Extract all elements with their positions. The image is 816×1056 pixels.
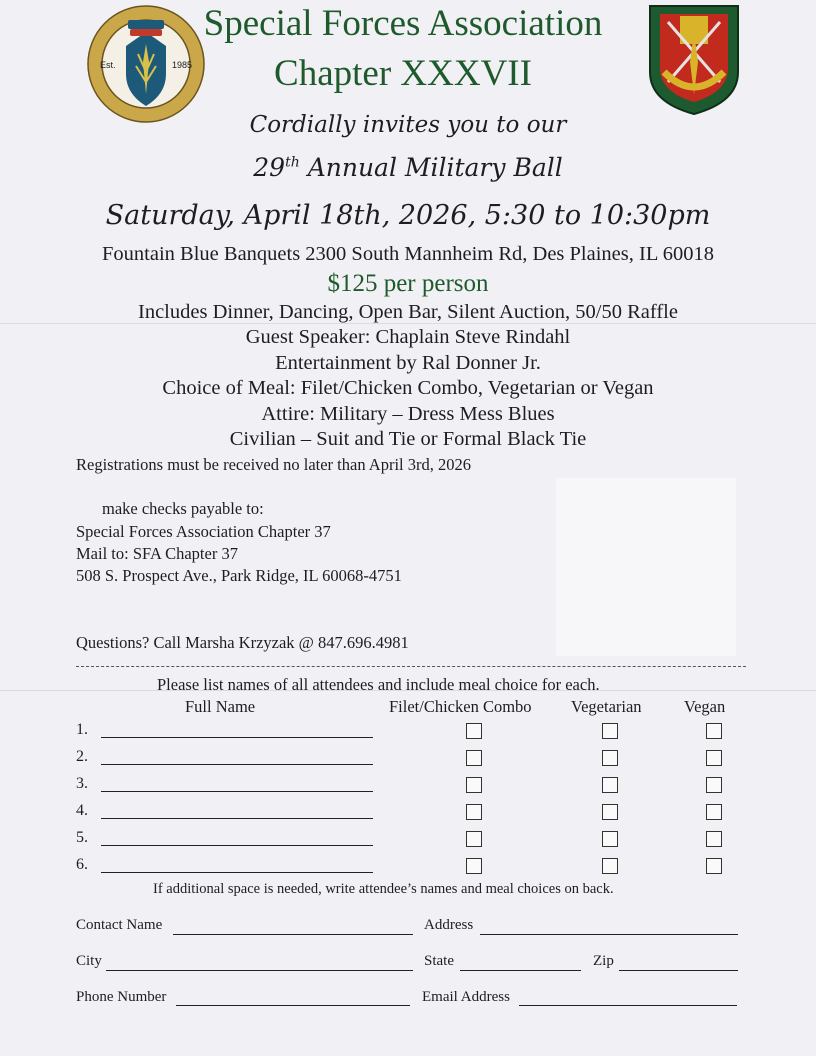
vegetarian-checkbox[interactable] — [602, 777, 618, 793]
zip-label: Zip — [593, 953, 614, 969]
row-number: 3. — [76, 775, 88, 792]
city-label: City — [76, 953, 102, 969]
ball-number: 29 — [253, 153, 286, 182]
mailing-address: 508 S. Prospect Ave., Park Ridge, IL 60068-4751 — [76, 566, 402, 585]
row-number: 2. — [76, 748, 88, 765]
state-label: State — [424, 953, 454, 969]
attendee-name-field[interactable] — [101, 737, 373, 738]
chapter-title: Chapter XXXVII — [274, 53, 532, 94]
phone-field[interactable] — [176, 1005, 410, 1006]
contact-name-field[interactable] — [173, 934, 413, 935]
vegan-checkbox[interactable] — [706, 804, 722, 820]
attendee-name-field[interactable] — [101, 818, 373, 819]
email-field[interactable] — [519, 1005, 737, 1006]
seal-year: 1985 — [172, 60, 193, 70]
vegetarian-checkbox[interactable] — [602, 831, 618, 847]
city-field[interactable] — [106, 970, 413, 971]
phone-label: Phone Number — [76, 989, 167, 1005]
vegetarian-checkbox[interactable] — [602, 723, 618, 739]
filet-checkbox[interactable] — [466, 858, 482, 874]
entertainment-line: Entertainment by Ral Donner Jr. — [275, 352, 541, 374]
row-number: 5. — [76, 829, 88, 846]
seal-est-label: Est. — [100, 60, 116, 70]
vegan-checkbox[interactable] — [706, 723, 722, 739]
filet-checkbox[interactable] — [466, 804, 482, 820]
zip-field[interactable] — [619, 970, 738, 971]
state-field[interactable] — [460, 970, 581, 971]
includes-line: Includes Dinner, Dancing, Open Bar, Silent Auction, 50/50 Raffle — [138, 301, 678, 323]
row-number: 1. — [76, 721, 88, 738]
contact-name-label: Contact Name — [76, 917, 163, 933]
filet-checkbox[interactable] — [466, 723, 482, 739]
filet-checkbox[interactable] — [466, 750, 482, 766]
event-date-line: Saturday, April 18th, 2026, 5:30 to 10:30pm — [105, 200, 711, 231]
paper-fold — [0, 323, 816, 324]
vegan-checkbox[interactable] — [706, 777, 722, 793]
attendee-name-field[interactable] — [101, 764, 373, 765]
col-header-vegetarian: Vegetarian — [571, 697, 642, 716]
attire-civilian-line: Civilian – Suit and Tie or Formal Black Tie — [229, 428, 587, 450]
col-header-filet: Filet/Chicken Combo — [389, 697, 532, 716]
address-field[interactable] — [480, 934, 738, 935]
mail-to-line: Mail to: SFA Chapter 37 — [76, 544, 238, 563]
vegan-checkbox[interactable] — [706, 750, 722, 766]
questions-line: Questions? Call Marsha Krzyzak @ 847.696.4981 — [76, 633, 409, 652]
form-instructions: Please list names of all attendees and include meal choice for each. — [157, 675, 600, 694]
attendee-name-field[interactable] — [101, 845, 373, 846]
venue-line: Fountain Blue Banquets 2300 South Mannheim Rd, Des Plaines, IL 60018 — [102, 243, 714, 265]
additional-space-note: If additional space is needed, write attendee’s names and meal choices on back. — [153, 881, 614, 897]
deadline-line: Registrations must be received no later than April 3rd, 2026 — [76, 455, 471, 474]
cut-line-divider — [76, 666, 746, 667]
address-label: Address — [424, 917, 474, 933]
invite-line: Cordially invites you to our — [249, 112, 567, 138]
meal-line: Choice of Meal: Filet/Chicken Combo, Vegetarian or Vegan — [162, 377, 654, 399]
vegetarian-checkbox[interactable] — [602, 858, 618, 874]
vegetarian-checkbox[interactable] — [602, 804, 618, 820]
filet-checkbox[interactable] — [466, 777, 482, 793]
col-header-vegan: Vegan — [684, 697, 726, 716]
vegan-checkbox[interactable] — [706, 831, 722, 847]
vegetarian-checkbox[interactable] — [602, 750, 618, 766]
col-header-full-name: Full Name — [185, 697, 256, 716]
price-line: $125 per person — [327, 270, 489, 297]
payee-line: Special Forces Association Chapter 37 — [76, 522, 331, 541]
row-number: 6. — [76, 856, 88, 873]
org-title: Special Forces Association — [203, 3, 603, 44]
blank-area — [556, 478, 736, 656]
filet-checkbox[interactable] — [466, 831, 482, 847]
email-label: Email Address — [422, 989, 510, 1005]
vegan-checkbox[interactable] — [706, 858, 722, 874]
speaker-line: Guest Speaker: Chaplain Steve Rindahl — [245, 326, 571, 348]
attendee-name-field[interactable] — [101, 872, 373, 873]
attire-military-line: Attire: Military – Dress Mess Blues — [261, 403, 555, 425]
ball-line — [0, 153, 816, 182]
attendee-name-field[interactable] — [101, 791, 373, 792]
payable-label: make checks payable to: — [102, 499, 264, 518]
ball-ordinal: th — [285, 154, 300, 171]
ball-name: Annual Military Ball — [307, 153, 563, 182]
row-number: 4. — [76, 802, 88, 819]
